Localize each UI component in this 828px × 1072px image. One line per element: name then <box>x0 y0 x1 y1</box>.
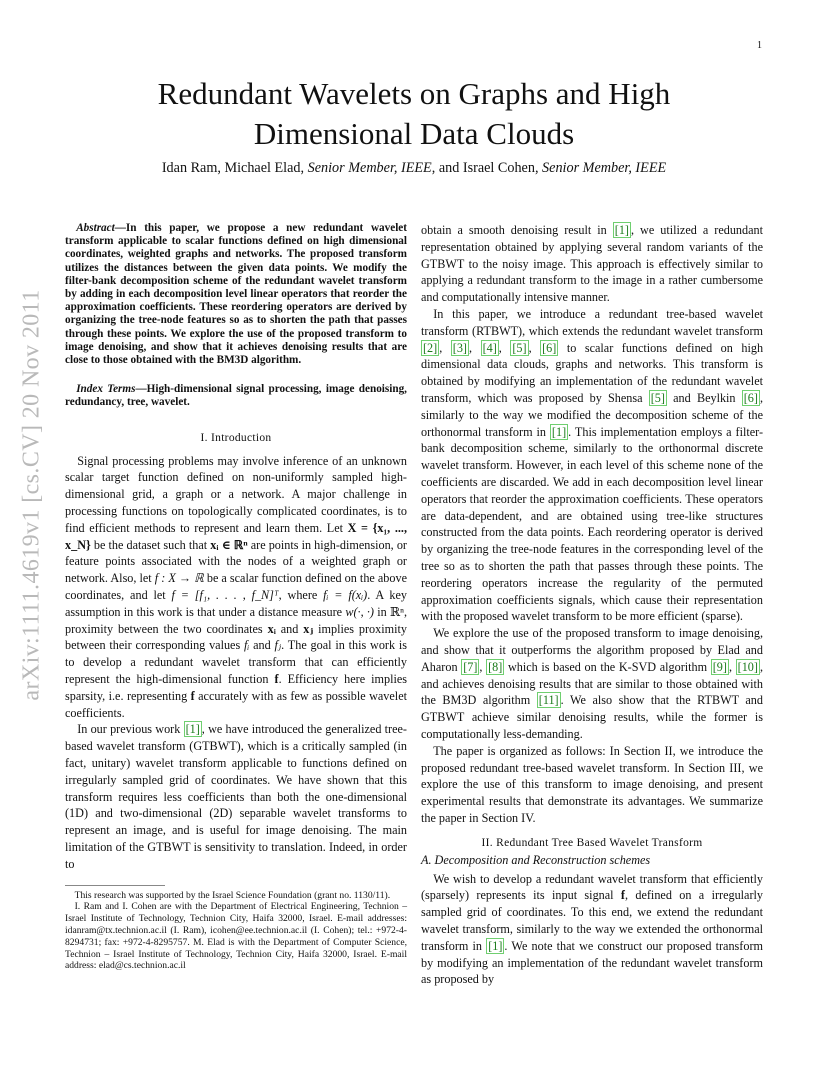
text-run: , <box>479 659 487 674</box>
text-run: , similarly to the way we modified the decomposition scheme of the orthonormal transform in <box>421 390 763 439</box>
author-line <box>90 160 738 177</box>
intro-paragraph-2 <box>65 721 407 872</box>
text-run: In our previous work <box>77 722 184 737</box>
citation-link[interactable]: [4] <box>482 340 497 355</box>
author-role-1: Senior Member, IEEE <box>307 160 432 176</box>
citation-link[interactable]: [1] <box>614 223 629 237</box>
text-run: , where <box>278 588 324 603</box>
right-paragraph-1 <box>421 222 763 306</box>
citation-link[interactable]: [6] <box>743 390 758 405</box>
right-paragraph-4: The paper is organized as follows: In Section II, we introduce the proposed redundant tree-based wavelet transform. In Section III, we explore the use of this transform to image denoising, and present experimental results that demonstrate its advantages. We summarize the paper in Section IV. <box>421 743 763 825</box>
text-run: implies proximity between their corresponding values <box>65 621 407 653</box>
right-paragraph-5 <box>421 871 763 989</box>
math-inline: fⱼ <box>274 638 282 653</box>
text-run: We wish to develop a redundant wavelet transform that efficiently (sparsely) represents its input signal <box>421 871 763 903</box>
text-run: In this paper, we introduce a redundant tree-based wavelet transform (RTBWT), which extends the redundant wavelet transform <box>421 306 763 338</box>
footnote-funding: This research was supported by the Israel Science Foundation (grant no. 1130/11). <box>74 889 391 901</box>
citation-link[interactable]: [7] <box>463 659 478 674</box>
text-run: accurately with as few as possible wavelet coefficients. <box>65 688 407 720</box>
text-run: . We also show that the RTBWT and GTBWT achieve similar denoising results, while the former is computationally less-demanding. <box>421 693 763 741</box>
arxiv-id: arXiv:1111.4619v1 [cs.CV] 20 Nov 2011 <box>18 289 45 701</box>
math-inline: ℝⁿ <box>389 604 404 619</box>
section-heading-introduction: I. Introduction <box>200 431 272 444</box>
text-run: . A key assumption in this work is that under a distance measure <box>65 588 407 619</box>
authors-part1: Idan Ram, Michael Elad, <box>161 160 308 176</box>
subsection-heading: A. Decomposition and Reconstruction schemes <box>421 852 651 867</box>
abstract-text: In this paper, we propose a new redundant wavelet transform applicable to scalar functions defined on high dimensional coordinates, weighted graphs and networks. The proposed transform utilizes the distances between the given data points. We modify the filter-bank decomposition scheme of the redundant wavelet transform by adding in each decomposition level linear operators that reorder the approximation coefficients. These reordering operators are derived by organizing the tree-node features so as to shorten the path that passes through these points. We explore the use of the proposed transform to image denoising, and show that it achieves denoising results that are close to those obtained with the BM3D algorithm. <box>65 222 407 367</box>
text-run: are points in high-dimension, or feature points associated with the nodes of a weighted graph or network. Also, let <box>65 537 407 586</box>
index-terms-text: High-dimensional signal processing, image denoising, redundancy, tree, wavelet. <box>65 383 407 409</box>
text-run: and <box>249 638 275 653</box>
abstract: Abstract—In this paper, we propose a new redundant wavelet transform applicable to scalar functions defined on high dimensional coordinates, weighted graphs and networks. The proposed transform utilizes the distances between the given data points. We modify the filter-bank decomposition scheme of the redundant wavelet transform by adding in each decomposition level linear operators that reorder the approximation coefficients. These reordering operators are derived by organizing the tree-node features so as to shorten the path that passes through these points. We explore the use of the proposed transform to image denoising, and show that it achieves denoising results that are close to those obtained with the BM3D algorithm. <box>65 222 407 367</box>
math-inline: fᵢ = f(xᵢ) <box>323 588 368 603</box>
math-inline: xᵢ ∈ ℝⁿ <box>210 537 248 552</box>
right-paragraph-2 <box>421 306 763 625</box>
text-run: and Beylkin <box>666 390 742 405</box>
page-number: 1 <box>757 40 762 51</box>
right-column <box>421 222 763 988</box>
citation-link[interactable]: [2] <box>423 340 438 355</box>
math-inline: f <box>620 888 625 903</box>
text-run: in <box>373 604 390 619</box>
right-paragraph-3 <box>421 625 763 743</box>
text-run: . We note that we construct our proposed transform by modifying an implementation of the redundant wavelet transform as proposed by <box>421 938 763 987</box>
citation-link[interactable]: [10] <box>737 659 758 674</box>
arxiv-watermark <box>12 260 52 730</box>
text-run: be the dataset such that <box>90 537 211 552</box>
text-run: , proximity between the two coordinates <box>65 604 407 636</box>
intro-paragraph-1 <box>65 453 407 722</box>
text-run: obtain a smooth denoising result in <box>421 223 613 237</box>
author-role-2: Senior Member, IEEE <box>542 160 667 176</box>
citation-link[interactable]: [6] <box>542 340 557 355</box>
citation-link[interactable]: [1] <box>488 938 503 953</box>
citation-link[interactable]: [1] <box>551 424 567 439</box>
citation-link[interactable]: [5] <box>650 390 665 405</box>
text-run: be a scalar function defined on the above coordinates, and let <box>65 571 407 603</box>
citation-link[interactable]: [5] <box>512 340 527 355</box>
footnote-affiliations: I. Ram and I. Cohen are with the Department of Electrical Engineering, Technion – Israel Institute of Technology, Technion City, Haifa 32000, Israel. E-mail addresses: idanram@tx.technion.ac.il (I. Ram), icohen@ee.technion.ac.il (I. Cohen); tel.: +972-4-8294731; fax: +972-4-8295757. M. Elad is with the Department of Computer Science, Technion – Israel Institute of Technology, Technion City, Haifa 32000, Israel. E-mail address: elad@cs.technion.ac.il <box>65 901 407 972</box>
text-run: , <box>528 340 541 355</box>
text-run: We explore the use of the proposed transform to image denoising, and show that it outperforms the algorithm proposed by Elad and Aharon <box>421 626 763 674</box>
footnote-rule <box>65 885 165 886</box>
index-terms-label: Index Terms <box>76 383 136 396</box>
text-run: , <box>469 340 481 355</box>
citation-link[interactable]: [1] <box>185 722 200 737</box>
text-run: . This implementation employs a filter-bank decomposition scheme, similarly to the orthonormal discrete wavelet transform. However, in each level of this scheme none of the coefficients are discarded. We add in each decomposition level linear operators that reorder the approximation coefficients. These operators are data-dependent, and are obtained using tree-like structures constructed from the data points. Each reordering operator is derived by organizing the tree-node features in the corresponding level of the tree so as to shorten the path that passes through these points. The reordering operators increase the regularity of the permuted approximation coefficients signals, which cause their representation with the proposed wavelet transform to be more efficient (sparse). <box>421 424 764 624</box>
citation-link[interactable]: [9] <box>712 659 727 674</box>
text-run: . The goal in this work is to develop a redundant wavelet transform that can efficiently represent the high-dimensional function <box>65 638 407 686</box>
text-run: , defined on a irregularly sampled grid of coordinates. To this end, we extend the redundant wavelet transform, similarly to the way we extended the orthonormal transform in <box>421 888 764 953</box>
math-inline: f = [f₁, . . . , f_N]ᵀ <box>171 588 279 603</box>
citation-link[interactable]: [11] <box>538 693 559 708</box>
text-run: , we have introduced the generalized tree-based wavelet transform (GTBWT), which is a critically sampled (in fact, unitary) wavelet transform applicable to functions defined on irregularly sampled grid of coordinates. We have shown that this transform requires less coefficients than both the one-dimensional (1D) and two-dimensional (2D) separable wavelet transforms to represent an image, and is useful for image denoising. The main limitation of the GTBWT is sensitivity to translation. Indeed, in order to <box>65 722 407 871</box>
citation-link[interactable]: [8] <box>488 659 503 674</box>
text-run: to scalar functions defined on high dimensional data clouds, graphs and networks. This transform is obtained by modifying an implementation of the redundant wavelet transform, which was proposed by Shensa <box>421 340 764 405</box>
text-run: , and achieves denoising results that are similar to those obtained with the BM3D algorithm <box>421 659 764 708</box>
index-terms: Index Terms—High-dimensional signal processing, image denoising, redundancy, tree, wavelet. <box>65 383 407 409</box>
text-run: which is based on the K-SVD algorithm <box>504 659 711 674</box>
text-run: , <box>728 659 736 674</box>
math-inline: xᵢ <box>267 621 276 636</box>
math-inline: f : X → ℝ <box>154 571 204 586</box>
text-run: . Efficiency here implies sparsity, i.e. representing <box>65 672 408 703</box>
paper-title: Redundant Wavelets on Graphs and High Dimensional Data Clouds <box>157 76 671 151</box>
text-run: , <box>439 340 451 355</box>
citation-link[interactable]: [3] <box>452 340 467 355</box>
abstract-label: Abstract <box>76 222 115 234</box>
text-run: and <box>275 621 304 636</box>
math-inline: w(·, ·) <box>345 604 374 619</box>
text-run: Signal processing problems may involve inference of an unknown scalar target function defined on non-uniformly sampled high-dimensional grid, a graph or a network. A major challenge in processing functions on topologically complicated coordinates, is to find efficient methods to represent and learn them. Let <box>65 453 407 535</box>
section-heading-rtbwt: II. Redundant Tree Based Wavelet Transform <box>481 836 703 849</box>
left-column <box>65 222 407 972</box>
text-run: , <box>498 340 511 355</box>
math-inline: f <box>190 688 195 703</box>
math-inline: f <box>274 672 279 686</box>
math-inline: xⱼ <box>303 621 314 636</box>
authors-part2: , and Israel Cohen, <box>431 160 543 176</box>
math-inline: fᵢ <box>244 638 250 653</box>
math-inline: X = {x₁, ..., x_N} <box>65 520 408 552</box>
text-run: , we utilized a redundant representation obtained by applying several random variants of the GTBWT to the noisy image. This approach is effectively similar to applying a redundant transform to the image in a rather cumbersome and computationally intensive manner. <box>421 223 763 305</box>
